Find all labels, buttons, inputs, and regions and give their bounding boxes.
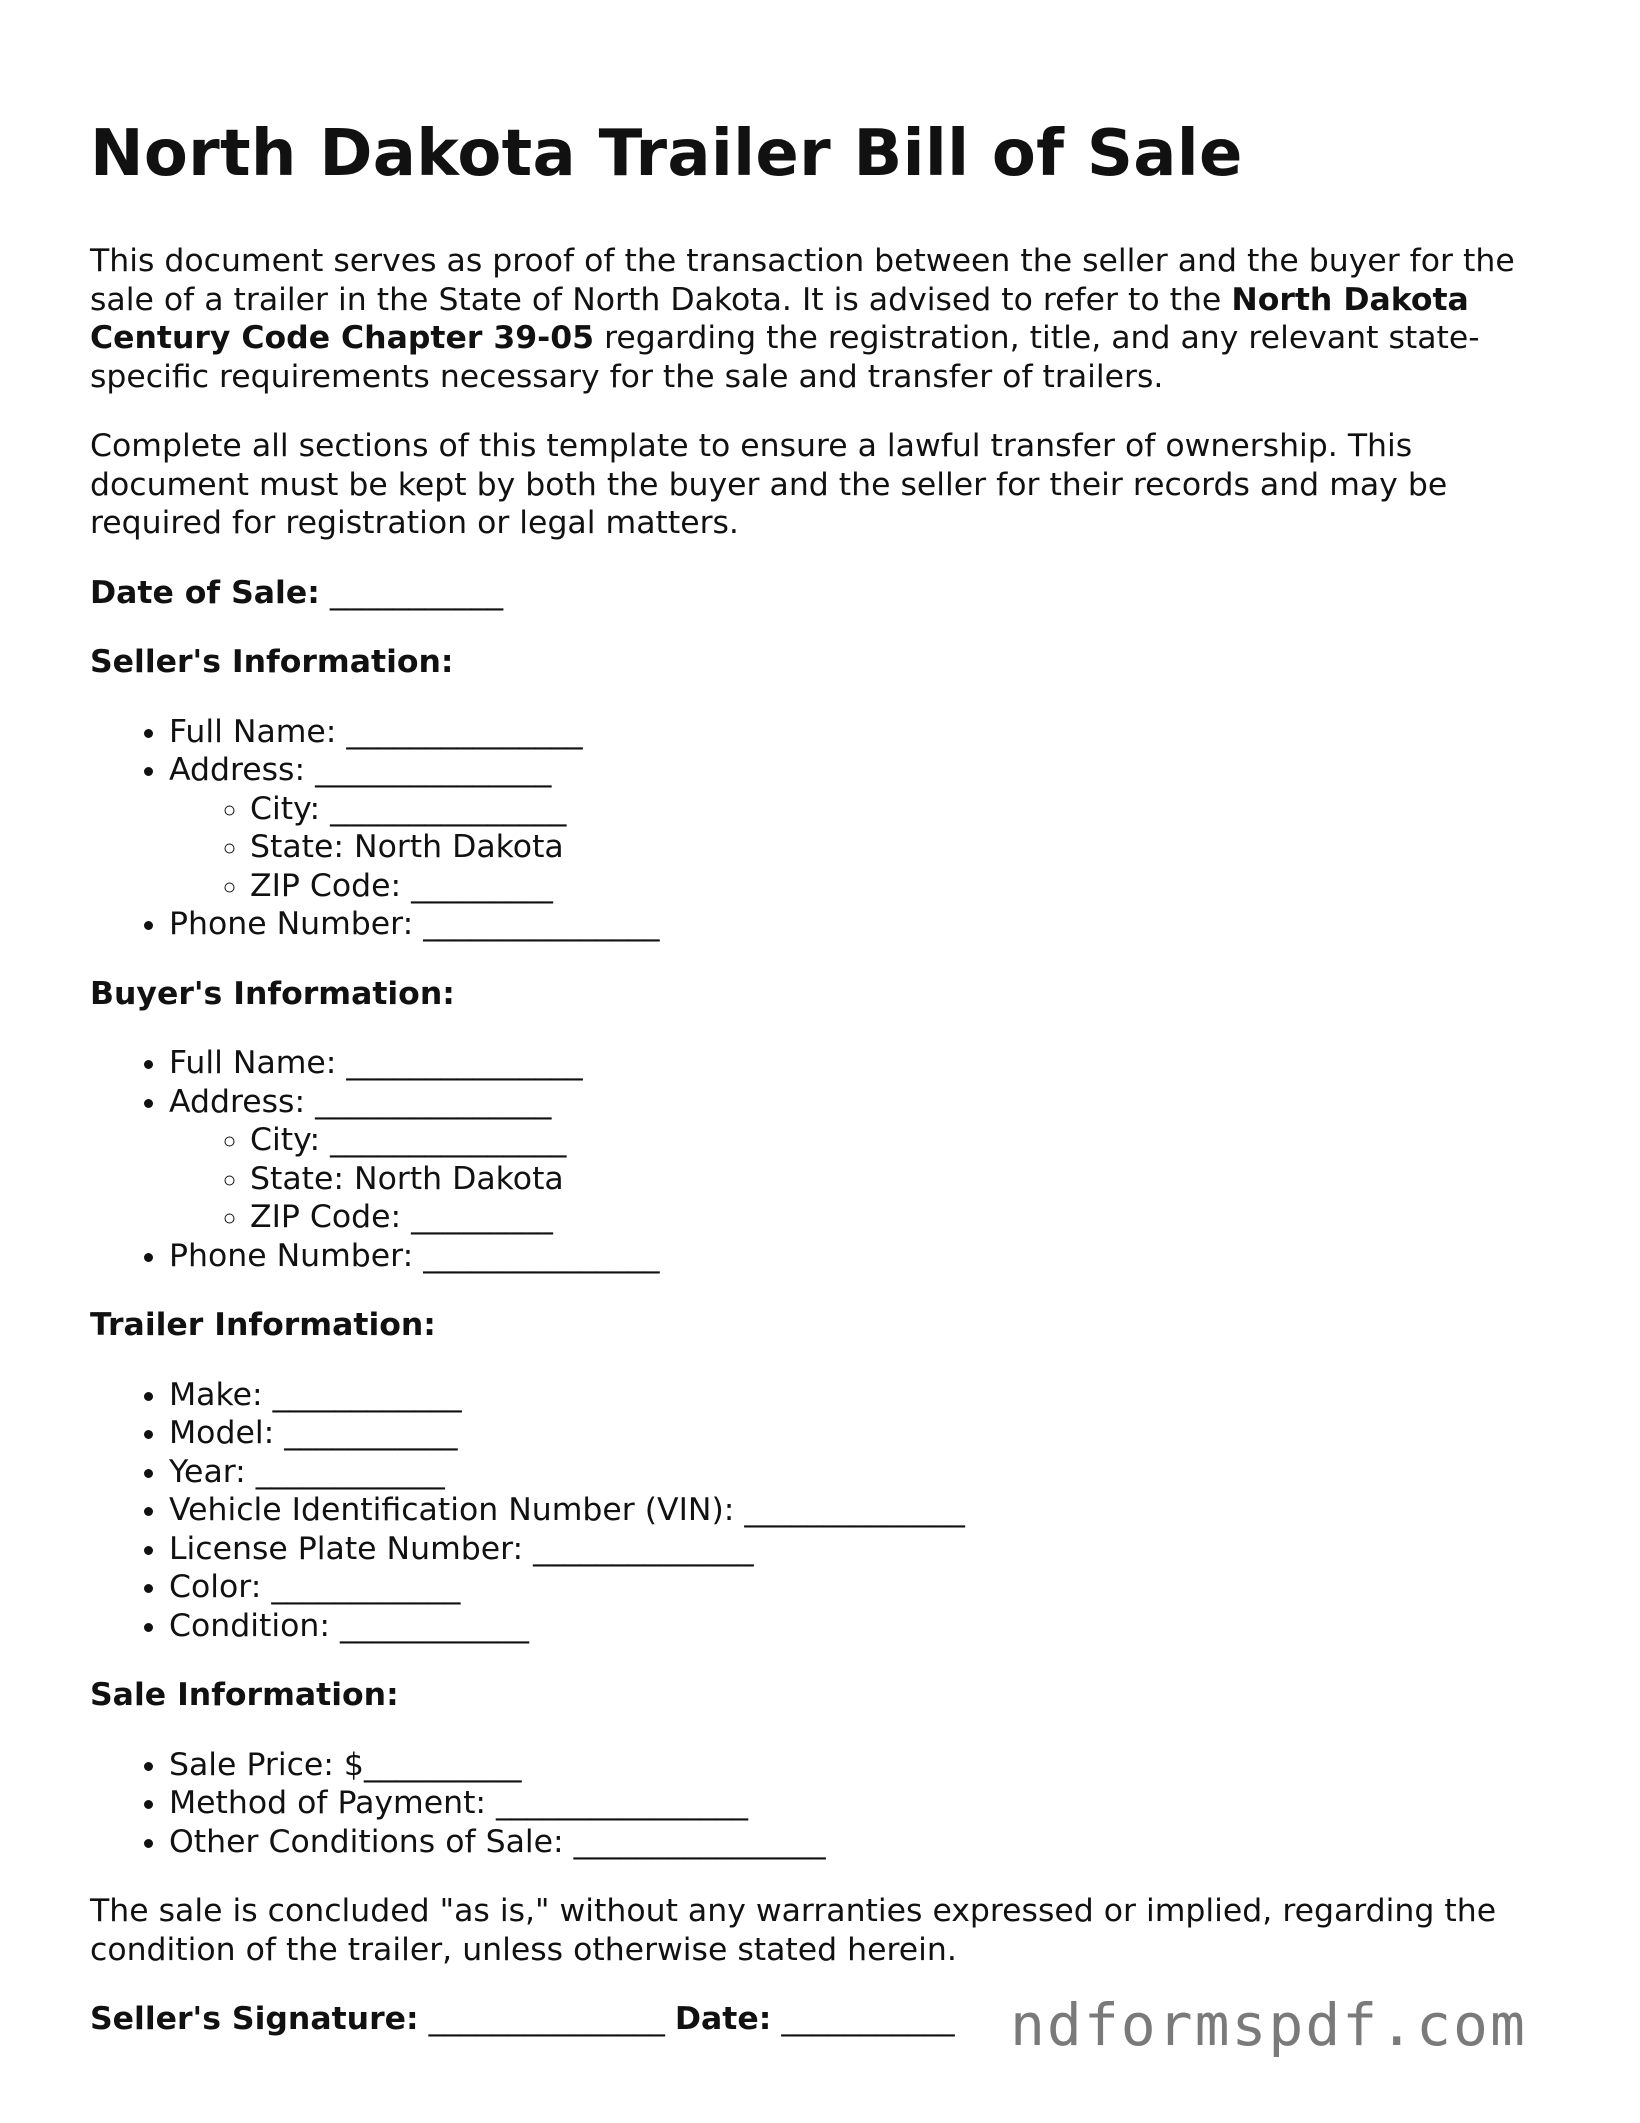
trailer-heading: Trailer Information:	[90, 1307, 436, 1343]
seller-zip[interactable]: ◦ ZIP Code: _________	[250, 867, 1550, 906]
seller-phone[interactable]: • Phone Number: _______________	[169, 905, 1550, 944]
seller-address-item	[169, 751, 1550, 905]
buyer-address-item	[169, 1083, 1550, 1237]
seller-info-list	[90, 713, 1550, 944]
date-of-sale-blank[interactable]: ___________	[319, 574, 504, 611]
as-is-clause: The sale is concluded "as is," without any warranties expressed or implied, regarding the condition of the trailer, unless otherwise stated herein.	[90, 1893, 1497, 1968]
buyer-address[interactable]: Address: _______________	[169, 1083, 552, 1120]
buyer-address-sublist	[169, 1121, 1550, 1237]
trailer-vin[interactable]: • Vehicle Identification Number (VIN): ______________	[169, 1491, 1550, 1530]
buyer-zip[interactable]: ◦ ZIP Code: _________	[250, 1198, 1550, 1237]
sale-info-list	[90, 1746, 1550, 1862]
intro-paragraph	[90, 242, 1550, 396]
document-title: North Dakota Trailer Bill of Sale	[90, 117, 1243, 191]
intro-code-reference: North Dakota Century Code Chapter 39-05	[90, 281, 1469, 356]
seller-full-name[interactable]: • Full Name: _______________	[169, 713, 1550, 752]
payment-method[interactable]: • Method of Payment: ________________	[169, 1784, 1550, 1823]
seller-signature-label: Seller's Signature:	[90, 2001, 419, 2037]
trailer-make[interactable]: • Make: ____________	[169, 1376, 1550, 1415]
buyer-info-list	[90, 1044, 1550, 1275]
buyer-heading: Buyer's Information:	[90, 975, 455, 1012]
other-conditions[interactable]: • Other Conditions of Sale: ________________	[169, 1823, 1550, 1862]
buyer-state: ◦ State: North Dakota	[250, 1160, 1550, 1199]
sale-price[interactable]: • Sale Price: $__________	[169, 1746, 1550, 1785]
date-of-sale-label: Date of Sale:	[90, 574, 320, 611]
seller-address-sublist	[169, 790, 1550, 906]
buyer-full-name[interactable]: • Full Name: _______________	[169, 1044, 1550, 1083]
trailer-color[interactable]: • Color: ____________	[169, 1568, 1550, 1607]
sale-heading: Sale Information:	[90, 1677, 399, 1713]
instructions-paragraph: Complete all sections of this template to ensure a lawful transfer of ownership. This document must be kept by both the buyer and the seller for their records and may be required for registration or legal matters.	[90, 428, 1448, 541]
watermark: ndformspdf.com	[1010, 1991, 1527, 2059]
buyer-city[interactable]: ◦ City: _______________	[250, 1121, 1550, 1160]
trailer-license-plate[interactable]: • License Plate Number: ______________	[169, 1530, 1550, 1569]
date-of-sale-line	[90, 574, 1550, 613]
seller-state: ◦ State: North Dakota	[250, 828, 1550, 867]
intro-text-1: This document serves as proof of the transaction between the seller and the buyer for the sale of a trailer in the State of North Dakota. It is advised to refer to the	[90, 243, 1515, 318]
trailer-model[interactable]: • Model: ___________	[169, 1414, 1550, 1453]
seller-city[interactable]: ◦ City: _______________	[250, 790, 1550, 829]
document-page	[90, 112, 1550, 2039]
trailer-info-list	[90, 1376, 1550, 1646]
intro-text-2: regarding the registration, title, and any relevant state-specific requirements necessary for the sale and transfer of trailers.	[90, 320, 1480, 395]
seller-address[interactable]: Address: _______________	[169, 752, 552, 788]
trailer-condition[interactable]: • Condition: ____________	[169, 1607, 1550, 1646]
seller-signature-blank[interactable]: _______________	[418, 2001, 675, 2037]
seller-heading: Seller's Information:	[90, 644, 454, 680]
buyer-phone[interactable]: • Phone Number: _______________	[169, 1237, 1550, 1276]
trailer-year[interactable]: • Year: ____________	[169, 1453, 1550, 1492]
signature-date-label: Date:	[674, 2001, 772, 2037]
signature-date-blank[interactable]: ___________	[771, 2001, 955, 2037]
